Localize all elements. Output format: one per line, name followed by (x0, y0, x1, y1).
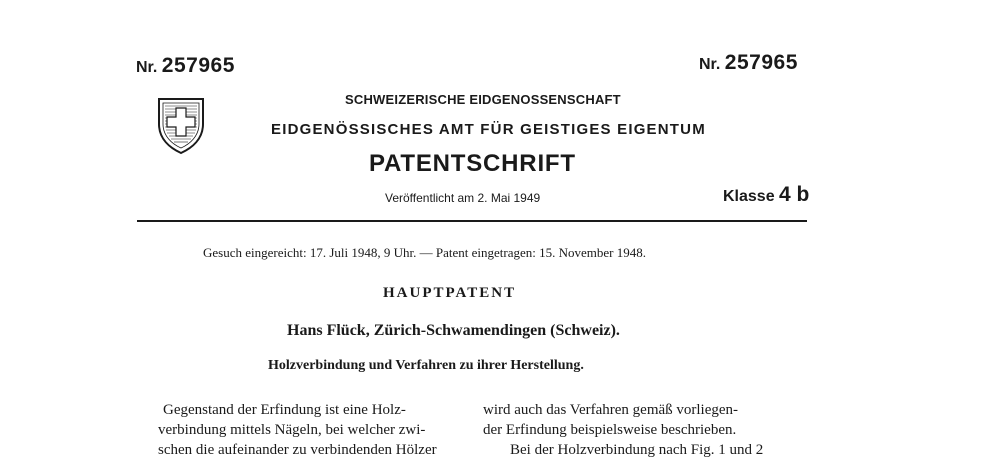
patent-office: EIDGENÖSSISCHES AMT FÜR GEISTIGES EIGENTUM (271, 121, 706, 138)
document-type: PATENTSCHRIFT (369, 150, 576, 177)
body-column-left (158, 400, 437, 460)
text-line: Gegenstand der Erfindung ist eine Holz- (163, 402, 406, 418)
class-label: Klasse (723, 188, 775, 205)
body-column-right (483, 400, 763, 460)
patent-title: Holzverbindung und Verfahren zu ihrer Herstellung. (268, 358, 584, 373)
publication-date: Veröffentlicht am 2. Mai 1949 (385, 191, 541, 205)
patent-class (723, 183, 809, 207)
text-line: wird auch das Verfahren gemäß vorliegen- (483, 402, 739, 418)
text-line: der Erfindung beispielsweise beschrieben. (483, 422, 737, 438)
number-label: Nr. (699, 56, 721, 73)
class-value: 4 b (779, 183, 810, 206)
swiss-cross-shield-icon (156, 96, 206, 156)
header-divider (137, 220, 807, 222)
number-value: 257965 (161, 54, 235, 77)
filing-dates: Gesuch eingereicht: 17. Juli 1948, 9 Uhr. — Patent eingetragen: 15. November 1948. (203, 245, 646, 260)
text-line: Bei der Holzverbindung nach Fig. 1 und 2 (510, 442, 764, 458)
text-line: verbindung mittels Nägeln, bei welcher zwi- (158, 422, 426, 438)
text-line: schen die aufeinander zu verbindenden Hölzer (158, 442, 437, 458)
patent-number-right (699, 51, 798, 75)
inventor: Hans Flück, Zürich-Schwamendingen (Schweiz). (287, 322, 620, 339)
issuing-authority: SCHWEIZERISCHE EIDGENOSSENSCHAFT (345, 92, 621, 107)
number-value: 257965 (724, 51, 798, 74)
number-label: Nr. (136, 59, 158, 76)
patent-kind: HAUPTPATENT (383, 285, 517, 301)
patent-number-left (136, 54, 235, 78)
